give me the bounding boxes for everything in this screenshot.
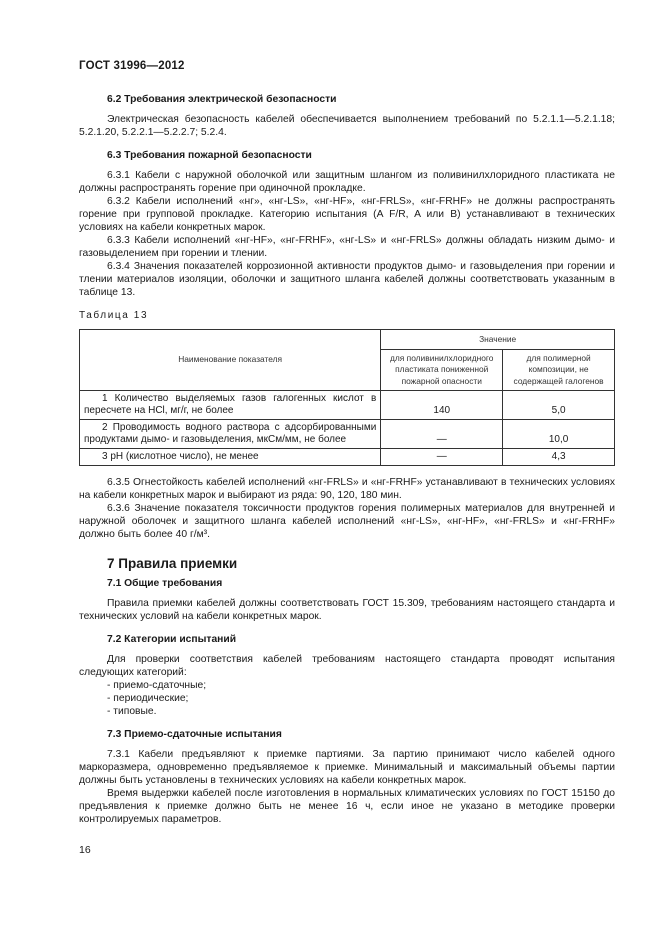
row-name: 1 Количество выделяемых газов галогенных кислот в пересчете на HCl, мг/г, не более xyxy=(80,391,381,420)
column-header-value: Значение xyxy=(381,330,615,350)
clause-6-3-2: 6.3.2 Кабели исполнений «нг», «нг-LS», «нг-HF», «нг-FRLS», «нг-FRHF» не должны распространять горение при групповой прокладке. Категорию испытания (A F/R, A или B) устанавливают в технических условиях на кабели конкретных марок. xyxy=(79,196,615,233)
document-code-header: ГОСТ 31996—2012 xyxy=(79,60,185,72)
row-value-pvc: — xyxy=(381,420,503,449)
table-row xyxy=(80,420,615,449)
section-6-3-heading: 6.3 Требования пожарной безопасности xyxy=(107,150,312,161)
section-7-1-heading: 7.1 Общие требования xyxy=(107,578,223,589)
section-7-2-paragraph: Для проверки соответствия кабелей требованиям настоящего стандарта проводят испытания следующих категорий: xyxy=(79,654,615,678)
section-7-heading: 7 Правила приемки xyxy=(107,556,238,571)
clause-6-3-1: 6.3.1 Кабели с наружной оболочкой или защитным шлангом из поливинилхлоридного пластиката не должны распространять горение при одиночной прокладке. xyxy=(79,170,615,194)
clause-7-3-1: 7.3.1 Кабели предъявляют к приемке партиями. За партию принимают число кабелей одного маркоразмера, одновременно предъявляемое к приемке. Минимальный и максимальный объемы партии должны быть установлены в технических условиях на кабели конкретных марок. xyxy=(79,749,615,786)
table-row xyxy=(80,449,615,466)
section-7-1-paragraph: Правила приемки кабелей должны соответствовать ГОСТ 15.309, требованиям настоящего стандарта и технических условий на кабели конкретных марок. xyxy=(79,598,615,622)
table-13 xyxy=(79,329,615,466)
column-header-name: Наименование показателя xyxy=(80,330,381,391)
column-header-polymer: для полимерной композиции, не содержащей галогенов xyxy=(503,350,615,391)
list-item: - периодические; xyxy=(107,693,189,704)
row-value-polymer: 5,0 xyxy=(503,391,615,420)
row-name: 3 pH (кислотное число), не менее xyxy=(80,449,381,466)
column-header-pvc: для поливинилхлоридного пластиката пониженной пожарной опасности xyxy=(381,350,503,391)
row-value-pvc: — xyxy=(381,449,503,466)
clause-6-3-3: 6.3.3 Кабели исполнений «нг-HF», «нг-FRHF», «нг-LS» и «нг-FRLS» должны обладать низким дымо- и газовыделением при горении и тлении. xyxy=(79,235,615,259)
page-content xyxy=(79,93,615,826)
table-caption: Таблица 13 xyxy=(79,310,149,321)
clause-7-3-1-continued: Время выдержки кабелей после изготовления в нормальных климатических условиях по ГОСТ 15150 до предъявления к приемке должно быть не менее 16 ч, если иное не указано в методике проверки контролируемых параметров. xyxy=(79,788,615,825)
list-item: - приемо-сдаточные; xyxy=(107,680,207,691)
clause-6-3-6: 6.3.6 Значение показателя токсичности продуктов горения полимерных материалов для внутренней и наружной оболочек и защитного шланга кабелей исполнений «нг-LS», «нг-HF», «нг-FRLS» и «нг-FRHF» должно быть более 40 г/м³. xyxy=(79,503,615,540)
section-6-2-paragraph: Электрическая безопасность кабелей обеспечивается выполнением требований по 5.2.1.1—5.2.1.18; 5.2.1.20, 5.2.2.1—5.2.2.7; 5.2.4. xyxy=(79,114,615,138)
list-item: - типовые. xyxy=(107,706,157,717)
page-number: 16 xyxy=(79,844,91,856)
row-value-polymer: 10,0 xyxy=(503,420,615,449)
table-row xyxy=(80,391,615,420)
row-name: 2 Проводимость водного раствора с адсорбированными продуктами дымо- и газовыделения, мкСм/мм, не более xyxy=(80,420,381,449)
section-7-3-heading: 7.3 Приемо-сдаточные испытания xyxy=(107,729,282,740)
clause-6-3-5: 6.3.5 Огнестойкость кабелей исполнений «нг-FRLS» и «нг-FRHF» устанавливают в технических условиях на кабели конкретных марок и выбирают из ряда: 90, 120, 180 мин. xyxy=(79,477,615,501)
row-value-pvc: 140 xyxy=(381,391,503,420)
section-6-2-heading: 6.2 Требования электрической безопасности xyxy=(107,94,337,105)
clause-6-3-4: 6.3.4 Значения показателей коррозионной активности продуктов дымо- и газовыделения при горении и тлении материалов изоляции, оболочки и защитного шланга кабелей должны соответствовать указанным в таблице 13. xyxy=(79,261,615,298)
row-value-polymer: 4,3 xyxy=(503,449,615,466)
section-7-2-heading: 7.2 Категории испытаний xyxy=(107,634,237,645)
